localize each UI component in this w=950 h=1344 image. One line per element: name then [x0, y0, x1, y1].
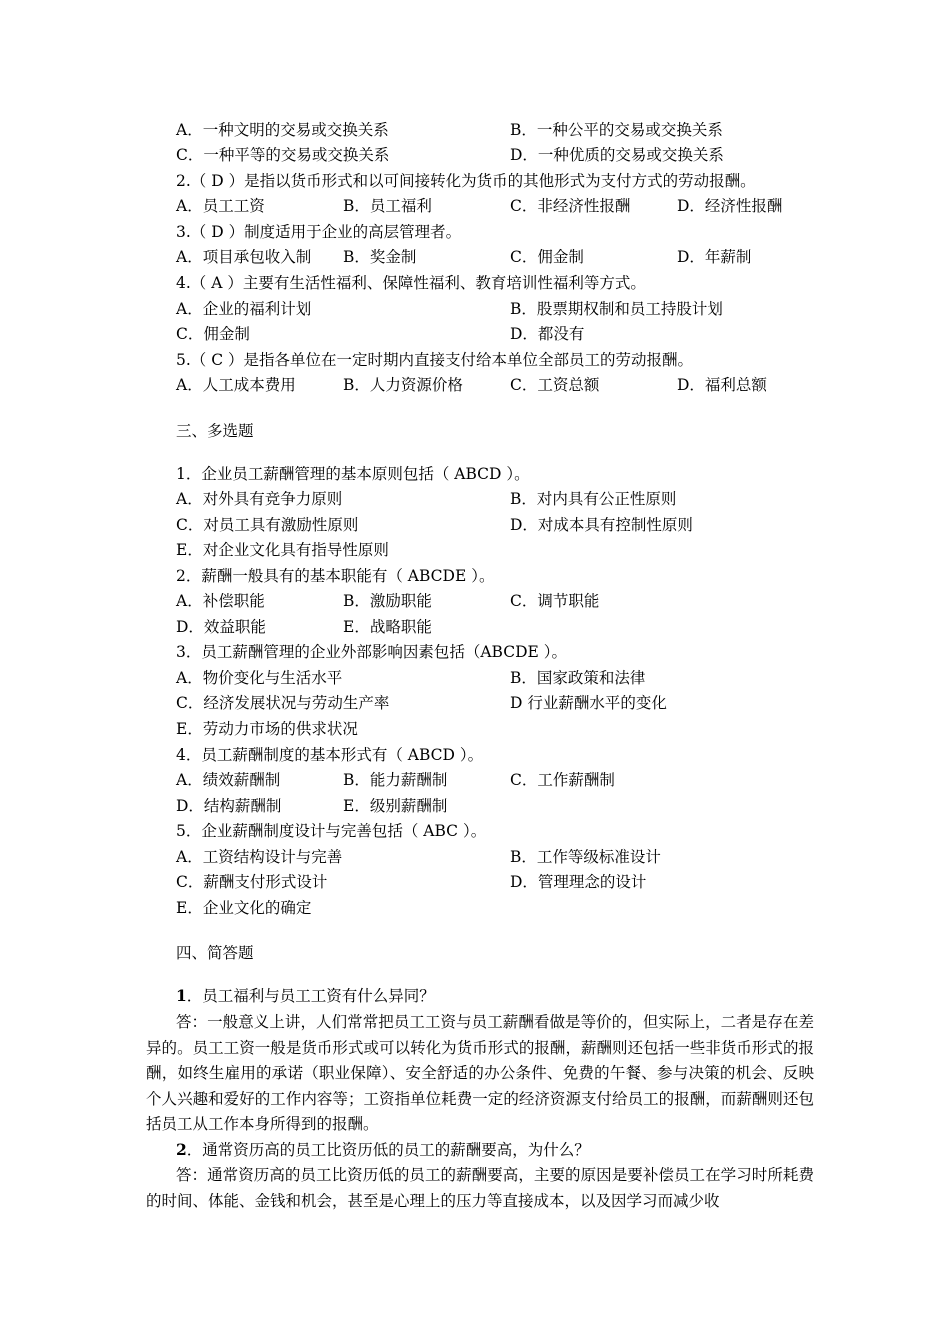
mc-q4-stem: 4．员工薪酬制度的基本形式有（ ABCD ）。	[176, 746, 484, 764]
sc-q3-option-d: D．年薪制	[677, 248, 752, 266]
sc-q4-stem: 4.（ A ）主要有生活性福利、保障性福利、教育培训性福利等方式。	[176, 274, 646, 292]
sa-q2-answer: 答：通常资历高的员工比资历低的员工的薪酬要高，主要的原因是要补偿员工在学习时所耗费的时间、体能、金钱和机会，甚至是心理上的压力等直接成本，以及因学习而减少收	[146, 1166, 814, 1210]
sc-q3-stem: 3.（ D ）制度适用于企业的高层管理者。	[176, 223, 462, 241]
mc-q5-option-b: B．工作等级标准设计	[510, 848, 661, 866]
sc-q1-option-d: D．一种优质的交易或交换关系	[510, 146, 724, 164]
sc-q2-option-a: A．员工工资	[176, 197, 265, 215]
mc-q5-stem: 5．企业薪酬制度设计与完善包括（ ABC ）。	[176, 822, 487, 840]
mc-q4-option-a: A．绩效薪酬制	[176, 771, 281, 789]
mc-q3-option-a: A．物价变化与生活水平	[176, 669, 343, 687]
sc-q5-option-d: D．福利总额	[677, 376, 767, 394]
sa-q2-title-text: ．通常资历高的员工比资历低的员工的薪酬要高，为什么？	[186, 1141, 590, 1159]
mc-q2-option-e: E．战略职能	[343, 618, 432, 636]
sc-q4-option-d: D．都没有	[510, 325, 585, 343]
mc-q1-stem: 1．企业员工薪酬管理的基本原则包括（ ABCD ）。	[176, 465, 530, 483]
sa-q1-number: 1	[176, 986, 187, 1005]
mc-q4-option-d: D．结构薪酬制	[176, 797, 282, 815]
sc-q5-option-c: C．工资总额	[510, 376, 600, 394]
mc-q5-option-a: A．工资结构设计与完善	[176, 848, 343, 866]
mc-q4-option-c: C．工作薪酬制	[510, 771, 615, 789]
mc-q3-option-d: D 行业薪酬水平的变化	[510, 694, 667, 712]
mc-q2-option-a: A．补偿职能	[176, 592, 265, 610]
sc-q1-option-b: B．一种公平的交易或交换关系	[510, 121, 723, 139]
mc-q5-option-d: D．管理理念的设计	[510, 873, 647, 891]
sc-q4-option-a: A．企业的福利计划	[176, 300, 312, 318]
sc-q5-option-b: B．人力资源价格	[343, 376, 463, 394]
mc-q2-option-c: C．调节职能	[510, 592, 600, 610]
mc-q1-option-e: E．对企业文化具有指导性原则	[176, 541, 389, 559]
sc-q2-option-c: C．非经济性报酬	[510, 197, 631, 215]
sa-q1-title	[176, 984, 435, 1008]
section-heading-short-answer: 四、简答题	[176, 944, 254, 962]
mc-q3-option-b: B．国家政策和法律	[510, 669, 646, 687]
sc-q2-stem: 2.（ D ）是指以货币形式和以可间接转化为货币的其他形式为支付方式的劳动报酬。	[176, 172, 756, 190]
sc-q3-option-c: C．佣金制	[510, 248, 584, 266]
sa-q2-number: 2	[176, 1140, 187, 1159]
mc-q2-option-b: B．激励职能	[343, 592, 432, 610]
sc-q5-option-a: A．人工成本费用	[176, 376, 296, 394]
mc-q5-option-e: E．企业文化的确定	[176, 899, 312, 917]
mc-q3-stem: 3．员工薪酬管理的企业外部影响因素包括（ABCDE ）。	[176, 643, 568, 661]
mc-q2-option-d: D．效益职能	[176, 618, 266, 636]
mc-q2-stem: 2．薪酬一般具有的基本职能有（ ABCDE ）。	[176, 567, 495, 585]
sc-q4-option-b: B．股票期权制和员工持股计划	[510, 300, 723, 318]
mc-q4-option-e: E．级别薪酬制	[343, 797, 448, 815]
sa-q2-title	[176, 1138, 590, 1162]
sc-q2-option-d: D．经济性报酬	[677, 197, 783, 215]
mc-q5-option-c: C．薪酬支付形式设计	[176, 873, 328, 891]
sa-q1-answer: 答：一般意义上讲，人们常常把员工工资与员工薪酬看做是等价的，但实际上，二者是存在差异的。员工工资一般是货币形式或可以转化为货币形式的报酬，薪酬则还包括一些非货币形式的报酬，如终生雇用的承诺（职业保障）、安全舒适的办公条件、免费的午餐、参与决策的机会、反映个人兴趣和爱好的工作内容等；工资指单位耗费一定的经济资源支付给员工的报酬，而薪酬则还包括员工从工作本身所得到的报酬。	[146, 1013, 814, 1133]
sc-q1-option-c: C．一种平等的交易或交换关系	[176, 146, 390, 164]
sc-q3-option-b: B．奖金制	[343, 248, 417, 266]
mc-q1-option-d: D．对成本具有控制性原则	[510, 516, 693, 534]
sc-q2-option-b: B．员工福利	[343, 197, 432, 215]
sc-q3-option-a: A．项目承包收入制	[176, 248, 312, 266]
sc-q5-stem: 5.（ C ）是指各单位在一定时期内直接支付给本单位全部员工的劳动报酬。	[176, 351, 694, 369]
mc-q4-option-b: B．能力薪酬制	[343, 771, 448, 789]
mc-q3-option-e: E．劳动力市场的供求状况	[176, 720, 358, 738]
sc-q1-option-a: A．一种文明的交易或交换关系	[176, 121, 389, 139]
sa-q1-title-text: ．员工福利与员工工资有什么异同？	[186, 987, 435, 1005]
section-heading-multi-choice: 三、多选题	[176, 422, 254, 440]
mc-q3-option-c: C．经济发展状况与劳动生产率	[176, 694, 390, 712]
mc-q1-option-a: A．对外具有竞争力原则	[176, 490, 343, 508]
mc-q1-option-c: C．对员工具有激励性原则	[176, 516, 359, 534]
sc-q4-option-c: C．佣金制	[176, 325, 250, 343]
mc-q1-option-b: B．对内具有公正性原则	[510, 490, 677, 508]
